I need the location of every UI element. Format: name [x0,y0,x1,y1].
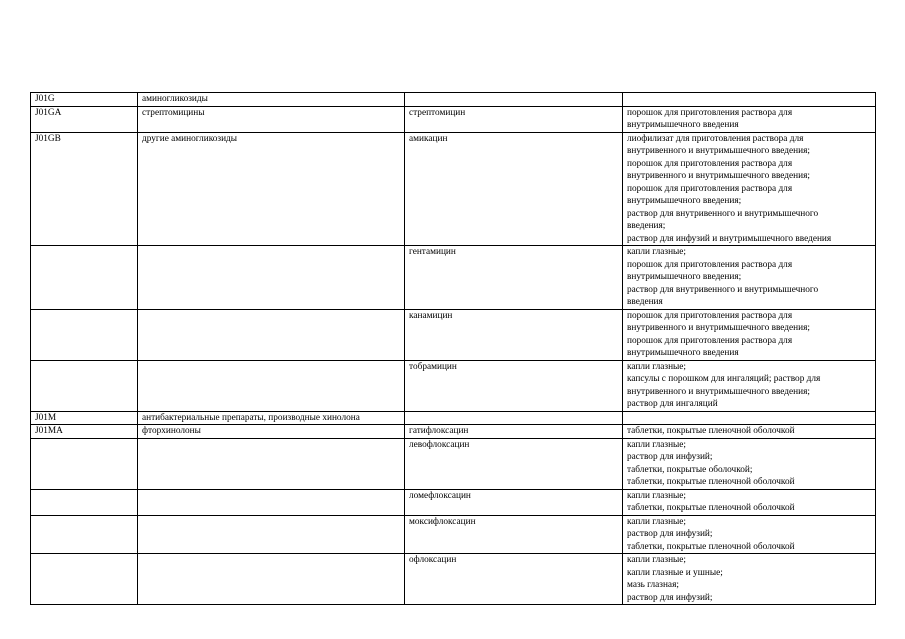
group-name-cell: стрептомицины [138,106,405,132]
table-row [31,489,876,515]
atc-code-cell [31,554,138,605]
table-row [31,438,876,489]
table-row [31,132,876,246]
group-name-cell [138,438,405,489]
drug-name-cell: ломефлоксацин [405,489,623,515]
dosage-form-cell: капли глазные; капсулы с порошком для ингаляций; раствор для внутривенного и внутримышечного введения; раствор для ингаляций [623,360,876,411]
drug-list-table [30,92,876,605]
drug-name-cell: гентамицин [405,246,623,310]
drug-name-cell: стрептомицин [405,106,623,132]
dosage-form-cell: капли глазные; раствор для инфузий; таблетки, покрытые оболочкой; таблетки, покрытые пленочной оболочкой [623,438,876,489]
group-name-cell: фторхинолоны [138,425,405,439]
dosage-form-cell: порошок для приготовления раствора для внутримышечного введения [623,106,876,132]
atc-code-cell: J01MA [31,425,138,439]
table-row [31,554,876,605]
table-row [31,425,876,439]
atc-code-cell [31,515,138,554]
group-name-cell: аминогликозиды [138,93,405,107]
table-row [31,411,876,425]
drug-name-cell: гатифлоксацин [405,425,623,439]
atc-code-cell: J01G [31,93,138,107]
dosage-form-cell: таблетки, покрытые пленочной оболочкой [623,425,876,439]
group-name-cell [138,246,405,310]
atc-code-cell [31,438,138,489]
group-name-cell [138,309,405,360]
drug-name-cell: моксифлоксацин [405,515,623,554]
drug-name-cell [405,411,623,425]
drug-name-cell: тобрамицин [405,360,623,411]
atc-code-cell [31,246,138,310]
drug-name-cell: канамицин [405,309,623,360]
table-row [31,106,876,132]
drug-name-cell: офлоксацин [405,554,623,605]
dosage-form-cell: лиофилизат для приготовления раствора для внутривенного и внутримышечного введения; порошок для приготовления раствора для внутривенного и внутримышечного введения; порошок для приготовления раствора для внутримышечного введения; раствор для внутривенного и внутримышечного введения; раствор для инфузий и внутримышечного введения [623,132,876,246]
group-name-cell [138,360,405,411]
table-row [31,309,876,360]
group-name-cell [138,515,405,554]
group-name-cell [138,489,405,515]
dosage-form-cell [623,93,876,107]
table-row [31,515,876,554]
dosage-form-cell: порошок для приготовления раствора для внутривенного и внутримышечного введения; порошок для приготовления раствора для внутримышечного введения [623,309,876,360]
drug-name-cell [405,93,623,107]
dosage-form-cell [623,411,876,425]
table-row [31,246,876,310]
dosage-form-cell: капли глазные; капли глазные и ушные; мазь глазная; раствор для инфузий; [623,554,876,605]
atc-code-cell [31,360,138,411]
drug-name-cell: левофлоксацин [405,438,623,489]
group-name-cell: другие аминогликозиды [138,132,405,246]
table-row [31,93,876,107]
dosage-form-cell: капли глазные; таблетки, покрытые пленочной оболочкой [623,489,876,515]
atc-code-cell: J01GA [31,106,138,132]
atc-code-cell: J01GB [31,132,138,246]
drug-name-cell: амикацин [405,132,623,246]
group-name-cell: антибактериальные препараты, производные хинолона [138,411,405,425]
atc-code-cell: J01M [31,411,138,425]
group-name-cell [138,554,405,605]
table-row [31,360,876,411]
dosage-form-cell: капли глазные; раствор для инфузий; таблетки, покрытые пленочной оболочкой [623,515,876,554]
atc-code-cell [31,489,138,515]
dosage-form-cell: капли глазные; порошок для приготовления раствора для внутримышечного введения; раствор для внутривенного и внутримышечного введения [623,246,876,310]
atc-code-cell [31,309,138,360]
